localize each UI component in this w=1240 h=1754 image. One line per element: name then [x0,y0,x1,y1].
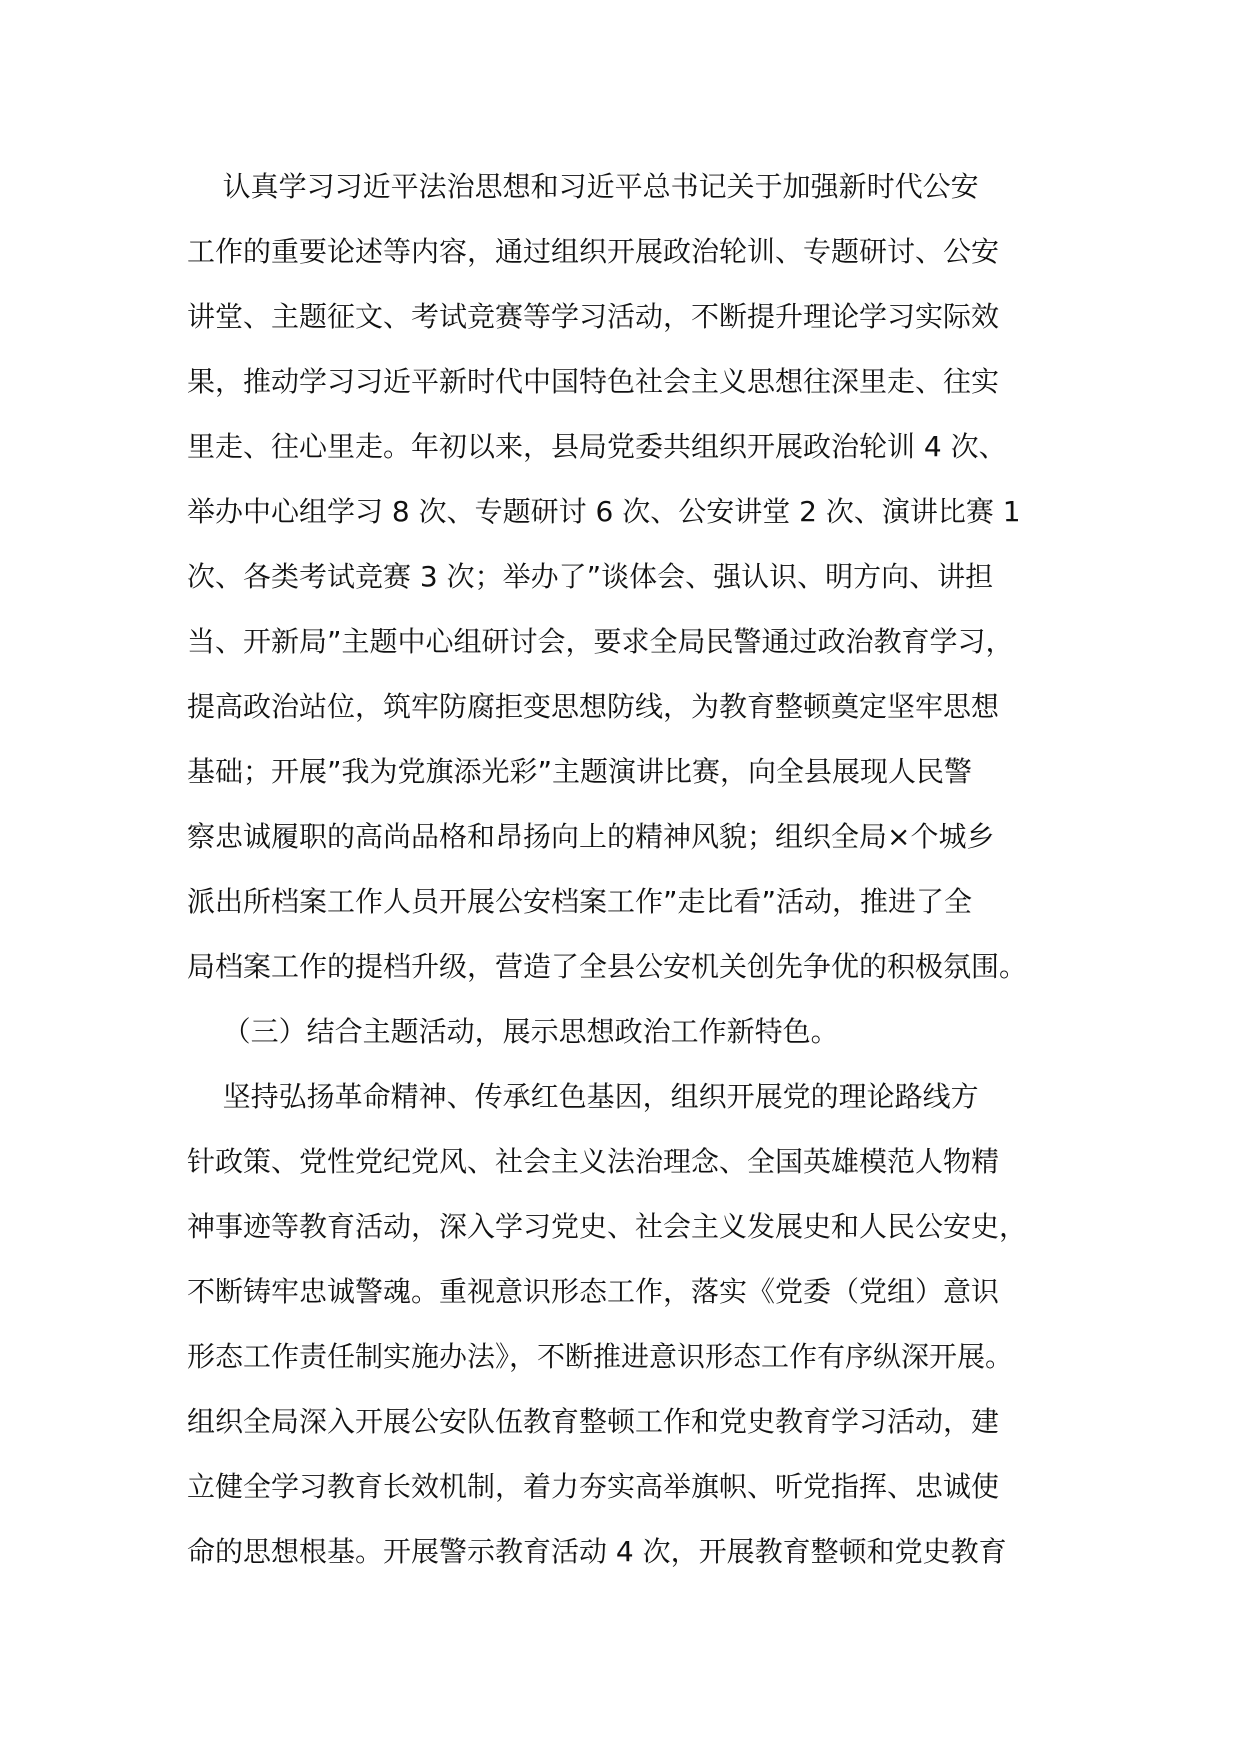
text-line: 提高政治站位，筑牢防腐拒变思想防线，为教育整顿奠定坚牢思想 [187,690,1000,723]
text-line: 派出所档案工作人员开展公安档案工作”走比看”活动，推进了全 [187,885,973,918]
text-line: 不断铸牢忠诚警魂。重视意识形态工作，落实《党委（党组）意识 [187,1275,1000,1308]
section-heading: （三）结合主题活动，展示思想政治工作新特色。 [187,1015,839,1048]
text-line: 组织全局深入开展公安队伍教育整顿工作和党史教育学习活动，建 [187,1405,1000,1438]
document-body [187,167,1087,1597]
text-line: 里走、往心里走。年初以来，县局党委共组织开展政治轮训 4 次、 [187,430,1007,463]
text-line: 工作的重要论述等内容，通过组织开展政治轮训、专题研讨、公安 [187,235,1000,268]
text-line: 坚持弘扬革命精神、传承红色基因，组织开展党的理论路线方 [187,1080,979,1113]
text-line: 命的思想根基。开展警示教育活动 4 次，开展教育整顿和党史教育 [187,1535,1007,1568]
text-line: 果，推动学习习近平新时代中国特色社会主义思想往深里走、往实 [187,365,1000,398]
text-line: 讲堂、主题征文、考试竞赛等学习活动，不断提升理论学习实际效 [187,300,1000,333]
text-line: 针政策、党性党纪党风、社会主义法治理念、全国英雄模范人物精 [187,1145,1000,1178]
text-line: 次、各类考试竞赛 3 次；举办了”谈体会、强认识、明方向、讲担 [187,560,994,593]
text-line: 神事迹等教育活动，深入学习党史、社会主义发展史和人民公安史， [187,1210,1028,1243]
text-line: 基础；开展”我为党旗添光彩”主题演讲比赛，向全县展现人民警 [187,755,973,788]
text-line: 当、开新局”主题中心组研讨会，要求全局民警通过政治教育学习， [187,625,1014,658]
text-line: 举办中心组学习 8 次、专题研讨 6 次、公安讲堂 2 次、演讲比赛 1 [187,495,1021,528]
text-line: 局档案工作的提档升级，营造了全县公安机关创先争优的积极氛围。 [187,950,1028,983]
text-line: 察忠诚履职的高尚品格和昂扬向上的精神风貌；组织全局×个城乡 [187,820,995,853]
text-line: 立健全学习教育长效机制，着力夯实高举旗帜、听党指挥、忠诚使 [187,1470,1000,1503]
text-line: 形态工作责任制实施办法》，不断推进意识形态工作有序纵深开展。 [187,1340,1014,1373]
text-line: 认真学习习近平法治思想和习近平总书记关于加强新时代公安 [187,170,979,203]
